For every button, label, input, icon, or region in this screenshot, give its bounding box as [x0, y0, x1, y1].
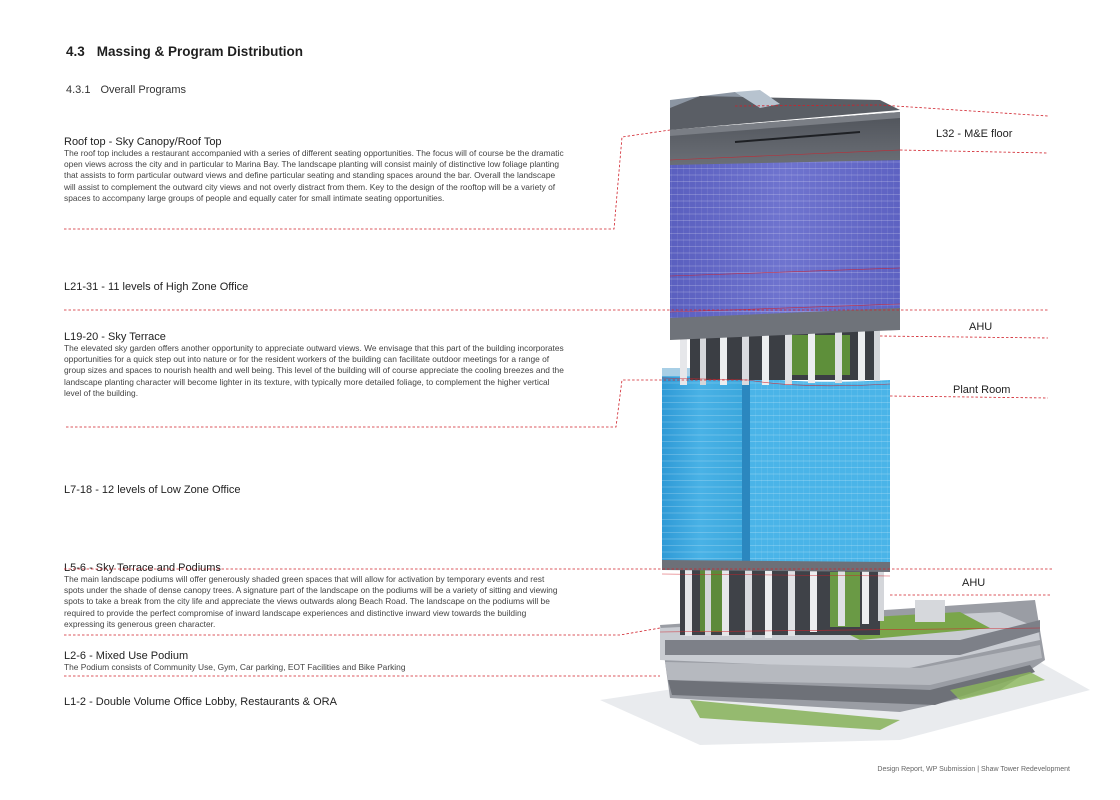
high-zone-office-block — [670, 148, 900, 340]
program-title: L21-31 - 11 levels of High Zone Office — [64, 281, 249, 293]
label-ahu-lower: AHU — [962, 577, 986, 589]
label-me-floor: L32 - M&E floor — [936, 128, 1013, 140]
label-plant-room: Plant Room — [953, 384, 1011, 396]
page-footer: Design Report, WP Submission | Shaw Tower Redevelopment — [877, 766, 1070, 773]
program-title: L1-2 - Double Volume Office Lobby, Restaurants & ORA — [64, 696, 337, 708]
subsection-title: Overall Programs — [100, 84, 187, 96]
program-body: The Podium consists of Community Use, Gym, Car parking, EOT Facilities and Bike Parking — [64, 662, 406, 672]
section-title: Massing & Program Distribution — [96, 44, 304, 59]
label-ahu-upper: AHU — [969, 321, 993, 333]
program-title: L2-6 - Mixed Use Podium — [64, 650, 189, 662]
program-title: Roof top - Sky Canopy/Roof Top — [64, 136, 222, 148]
low-zone-office-block — [662, 368, 890, 572]
subsection-number: 4.3.1 — [66, 84, 91, 96]
section-number: 4.3 — [66, 44, 85, 59]
program-title: L7-18 - 12 levels of Low Zone Office — [64, 484, 241, 496]
program-body: The roof top includes a restaurant accompanied with a series of different seating opportunities. The focus will of course be the dramatic open views across the city and in particular to Marina Bay. The landscape planting will consist mainly of distinctive low foliage planting that assists to form particular outward views and define particular seating and standing spaces around the bar. Overall the landscape will assist to complement the outward city views and not overly distract from them. Key to the design of the rooftop will be a variety of spaces to accompany large groups of people and equally cater for small intimate seating opportunities. — [64, 148, 564, 203]
program-body: The main landscape podiums will offer generously shaded green spaces that will allow for activation by temporary events and rest spots under the shade of dense canopy trees. A signature part of the landscape on the podiums will be a variety of sitting and viewing spots to take a break from the city life and appreciate the views outwards along Beach Road. The landscape on the podiums will be required to provide the perfect compromise of inward landscape experiences and distinctive inward view towards the building expressing its generous green character. — [64, 574, 558, 629]
program-title: L5-6 - Sky Terrace and Podiums — [64, 562, 221, 574]
program-title: L19-20 - Sky Terrace — [64, 331, 166, 343]
crown-me-floor — [670, 90, 900, 165]
leader-lines — [64, 105, 1052, 676]
program-body: The elevated sky garden offers another opportunity to appreciate outward views. We envisage that this part of the building incorporates opportunities for a quick step out into nature or for the resident workers of the building can facilitate outdoor meetings for a range of group sizes and spaces to nourish health and well being. This level of the building will of course appreciate the cooling breezes and the landscape planting character will become lighter in its texture, with typically more detailed foliage, to complement the higher vertical level of the building. — [64, 343, 564, 398]
